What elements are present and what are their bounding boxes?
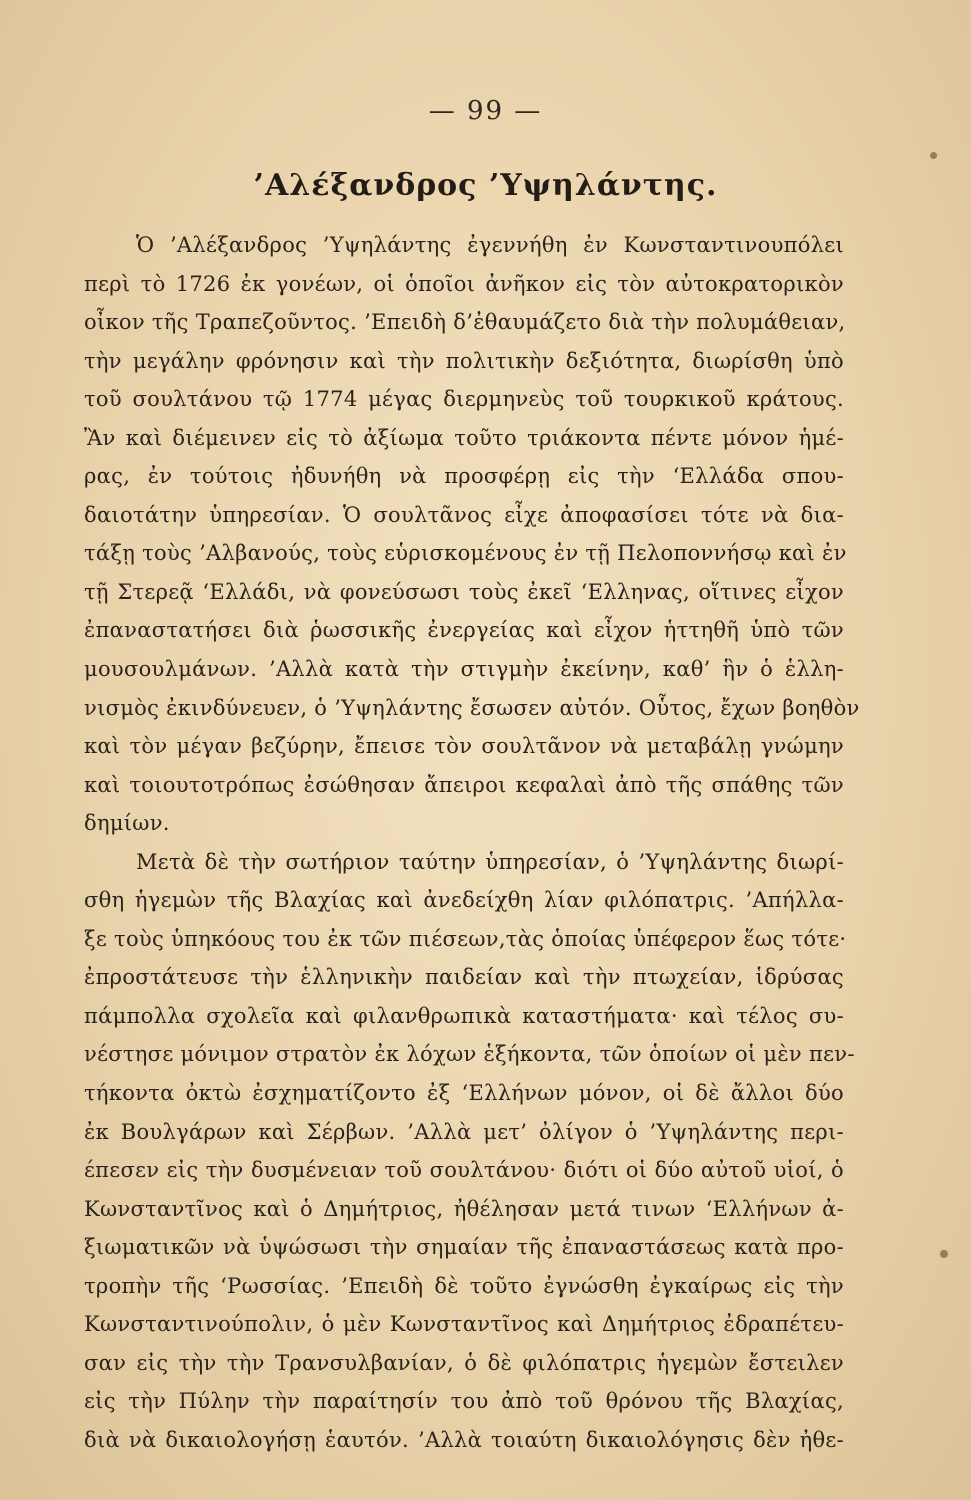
text-line: τροπὴν τῆς ‘Ρωσσίας. ’Επειδὴ δὲ τοῦτο ἐγνώσθη ἐγκαίρως εἰς τὴν [84,1273,844,1298]
text-line: δημίων. [84,811,170,836]
text-line: Κωνσταντινούπολιν, ὁ μὲν Κωνσταντῖνος καὶ Δημήτριος ἐδραπέτευ- [84,1312,844,1337]
text-line: σαν εἰς τὴν τὴν Τρανσυλβανίαν, ὁ δὲ φιλόπατρις ἡγεμὼν ἔστειλεν [84,1350,844,1375]
text-line: ἐπροστάτευσε τὴν ἑλληνικὴν παιδείαν καὶ τὴν πτωχείαν, ἱδρύσας [84,965,844,990]
text-line: ξε τοὺς ὑπηκόους του ἐκ τῶν πιέσεων,τὰς ὁποίας ὑπέφερον ἕως τότε· [84,926,847,951]
text-line: ἐκ Βουλγάρων καὶ Σέρβων. ’Αλλὰ μετ’ ὀλίγον ὁ ’Υψηλάντης περι- [84,1119,844,1144]
chapter-title: ’Αλέξανδρος ’Υψηλάντης. [253,168,718,203]
text-line: νέστησε μόνιμον στρατὸν ἐκ λόχων ἑξήκοντα, τῶν ὁποίων οἱ μὲν πεν- [84,1042,855,1067]
text-line: δαιοτάτην ὑπηρεσίαν. Ὁ σουλτᾶνος εἶχε ἀποφασίσει τότε νὰ δια- [84,502,844,527]
text-line: νισμὸς ἐκινδύνευεν, ὁ ’Υψηλάντης ἔσωσεν αὐτόν. Οὗτος, ἔχων βοηθὸν [84,695,860,720]
text-line: καὶ τοιουτοτρόπως ἐσώθησαν ἄπειροι κεφαλαὶ ἀπὸ τῆς σπάθης τῶν [84,772,844,797]
page-number: — 99 — [428,96,543,126]
text-line: περὶ τὸ 1726 ἐκ γονέων, οἱ ὁποῖοι ἀνῆκον εἰς τὸν αὐτοκρατορικὸν [84,271,844,296]
body-text [84,226,860,1460]
text-line: Ὁ ’Αλέξανδρος ’Υψηλάντης ἐγεννήθη ἐν Κωνσταντινουπόλει [136,233,844,257]
text-line: εἰς τὴν Πύλην τὴν παραίτησίν του ἀπὸ τοῦ θρόνου τῆς Βλαχίας, [84,1389,844,1414]
text-line: ρας, ἐν τούτοις ἠδυνήθη νὰ προσφέρῃ εἰς τὴν ‘Ελλάδα σπου- [84,464,844,489]
text-line: σθη ἡγεμὼν τῆς Βλαχίας καὶ ἀνεδείχθη λίαν φιλόπατρις. ’Απήλλα- [84,888,844,913]
text-line: καὶ τὸν μέγαν βεζύρην, ἔπεισε τὸν σουλτᾶνον νὰ μεταβάλῃ γνώμην [84,734,844,759]
text-line: τῇ Στερεᾷ ‘Ελλάδι, νὰ φονεύσωσι τοὺς ἐκεῖ ‘Ελληνας, οἵτινες εἶχον [84,579,844,604]
text-line: τοῦ σουλτάνου τῷ 1774 μέγας διερμηνεὺς τοῦ τουρκικοῦ κράτους. [84,387,844,412]
text-line: τήκοντα ὀκτὼ ἐσχηματίζοντο ἐξ ‘Ελλήνων μόνον, οἱ δὲ ἄλλοι δύο [84,1081,844,1106]
text-line: Μετὰ δὲ τὴν σωτήριον ταύτην ὑπηρεσίαν, ὁ ’Υψηλάντης διωρί- [136,849,844,874]
text-line: Κωνσταντῖνος καὶ ὁ Δημήτριος, ἠθέλησαν μετά τινων ‘Ελλήνων ἀ- [84,1196,844,1221]
text-line: διὰ νὰ δικαιολογήσῃ ἑαυτόν. ’Αλλὰ τοιαύτη δικαιολόγησις δὲν ἠθε- [84,1427,844,1452]
text-line: ξιωματικῶν νὰ ὑψώσωσι τὴν σημαίαν τῆς ἐπαναστάσεως κατὰ προ- [84,1235,844,1260]
text-line: τὴν μεγάλην φρόνησιν καὶ τὴν πολιτικὴν δεξιότητα, διωρίσθη ὑπὸ [84,348,844,373]
text-line: Ἂν καὶ διέμεινεν εἰς τὸ ἀξίωμα τοῦτο τριάκοντα πέντε μόνον ἡμέ- [84,425,844,450]
text-line: μουσουλμάνων. ’Αλλὰ κατὰ τὴν στιγμὴν ἐκείνην, καθ’ ἣν ὁ ἑλλη- [84,657,844,682]
ink-spot [930,152,937,159]
text-line: πάμπολλα σχολεῖα καὶ φιλανθρωπικὰ καταστήματα· καὶ τέλος συ- [84,1003,844,1028]
text-line: ἐπαναστατήσει διὰ ῥωσσικῆς ἐνεργείας καὶ εἶχον ἡττηθῆ ὑπὸ τῶν [84,618,844,643]
text-line: έπεσεν εἰς τὴν δυσμένειαν τοῦ σουλτάνου· διότι οἱ δύο αὐτοῦ υἱοί, ὁ [84,1158,844,1183]
ink-spot [940,1250,948,1258]
text-line: τάξῃ τοὺς ’Αλβανούς, τοὺς εὑρισκομένους ἐν τῇ Πελοποννήσῳ καὶ ἐν [84,541,847,566]
text-line: οἶκον τῆς Τραπεζοῦντος. ’Επειδὴ δ’ἐθαυμάζετο διὰ τὴν πολυμάθειαν, [84,310,846,335]
